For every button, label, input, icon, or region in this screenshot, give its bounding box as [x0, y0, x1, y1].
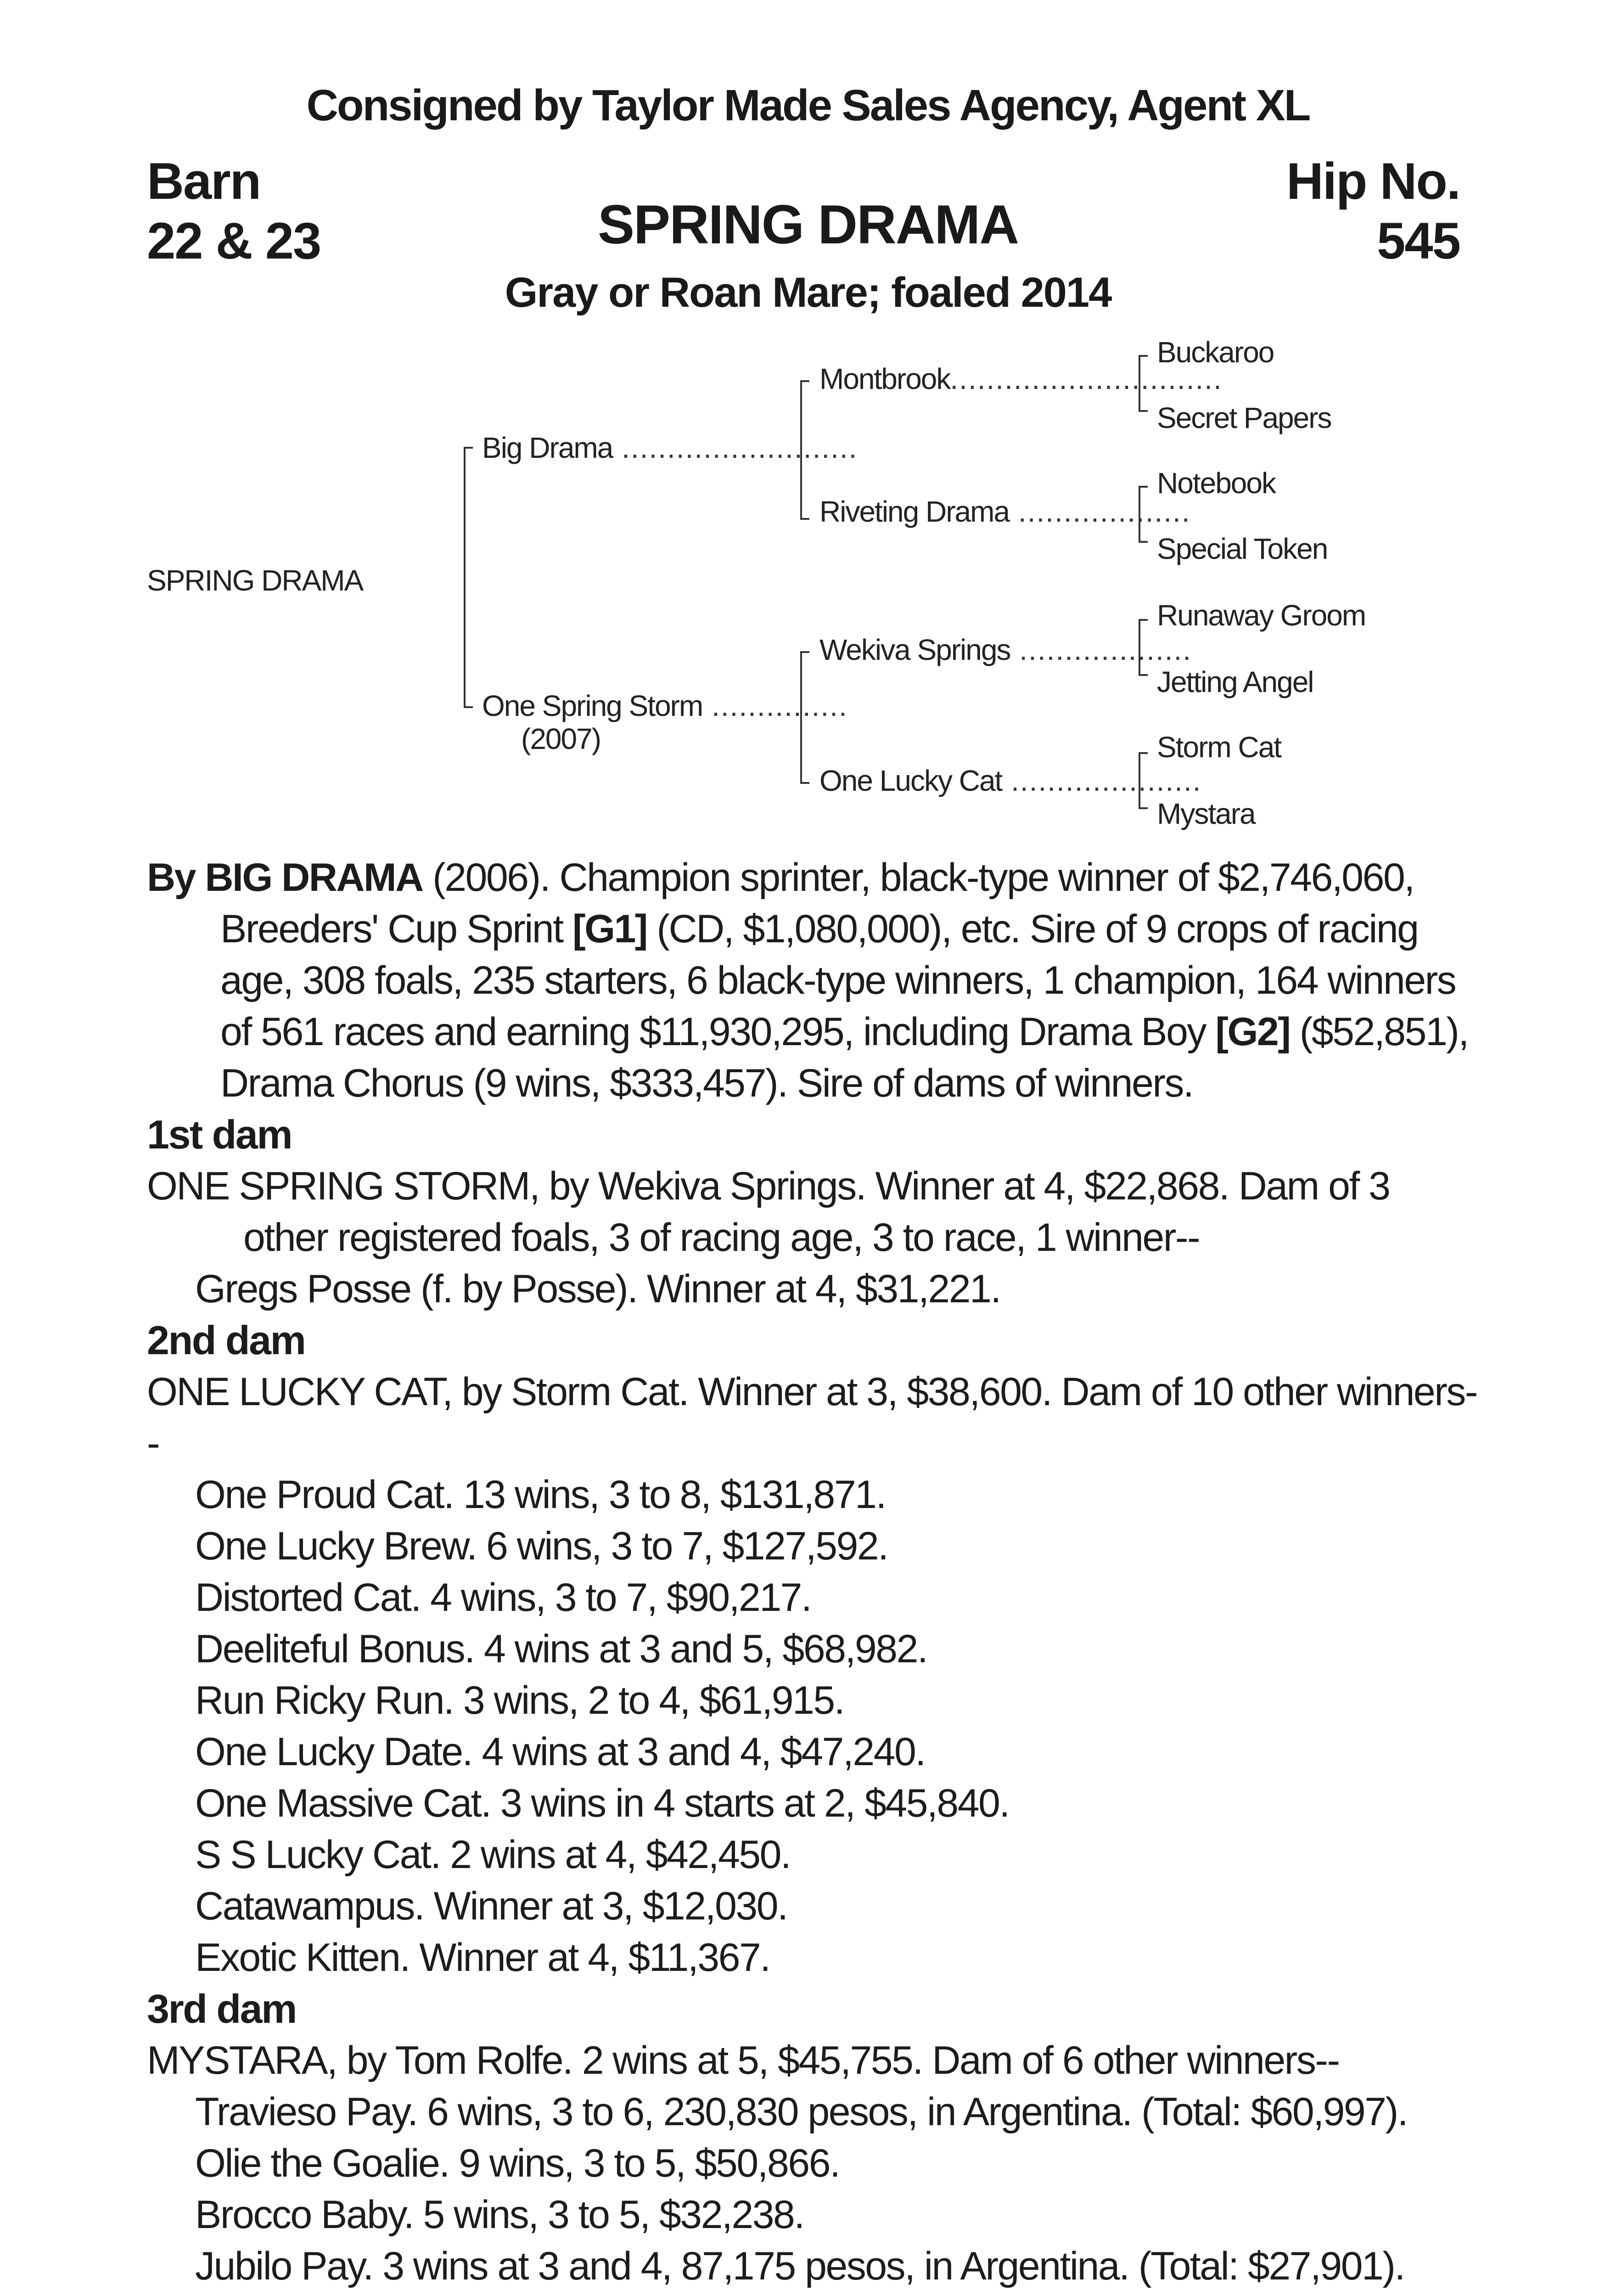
pedigree-dam-dam: One Lucky Cat ..................... [819, 764, 1202, 797]
pedigree-g3-5: Runaway Groom [1157, 599, 1366, 632]
sire-name: BIG DRAMA [205, 855, 423, 900]
third-dam-produce: Olie the Goalie. 9 wins, 3 to 5, $50,866. [195, 2141, 840, 2185]
pedigree-g3-6: Jetting Angel [1157, 665, 1313, 698]
hip-number: 545 [1377, 212, 1460, 270]
pedigree-g3-1: Buckaroo [1157, 336, 1274, 369]
third-dam-produce: Jubilo Pay. 3 wins at 3 and 4, 87,175 pesos, in Argentina. (Total: $27,901). [195, 2244, 1404, 2288]
third-dam-produce: Brocco Baby. 5 wins, 3 to 5, $32,238. [195, 2193, 804, 2237]
third-dam-produce: Travieso Pay. 6 wins, 3 to 6, 230,830 pesos, in Argentina. (Total: $60,997). [195, 2090, 1408, 2134]
pedigree-dam-year: (2007) [521, 722, 600, 755]
pedigree-g3-8: Mystara [1157, 797, 1255, 830]
pedigree-sire-dam-name: Riveting Drama [819, 495, 1010, 528]
hip-label: Hip No. [1286, 152, 1460, 210]
pedigree-sire: Big Drama .......................... [482, 431, 858, 464]
second-dam-heading: 2nd dam [147, 1317, 305, 1363]
pedigree-dam-sire: Wekiva Springs ................... [819, 633, 1192, 666]
pedigree-sire-sire-name: Montbrook [819, 362, 950, 395]
horse-description: Gray or Roan Mare; foaled 2014 [505, 269, 1111, 316]
sire-grade-2: [G2] [1215, 1010, 1290, 1054]
third-dam-text: MYSTARA, by Tom Rolfe. 2 wins at 5, $45,755. Dam of 6 other winners-- [147, 2038, 1339, 2082]
pedigree-g3-4: Special Token [1157, 532, 1328, 565]
pedigree-sire-name: Big Drama [482, 431, 613, 464]
sire-grade-1: [G1] [572, 907, 647, 951]
first-dam-produce: Gregs Posse (f. by Posse). Winner at 4, $31,221. [195, 1267, 1000, 1311]
sire-paragraph [147, 852, 1478, 1109]
consignor-line: Consigned by Taylor Made Sales Agency, Agent XL [306, 81, 1310, 130]
pedigree-dam-sire-name: Wekiva Springs [819, 633, 1010, 666]
pedigree-g3-7: Storm Cat [1157, 731, 1281, 764]
second-dam-produce: One Massive Cat. 3 wins in 4 starts at 2, $45,840. [195, 1781, 1009, 1825]
barn-label: Barn [147, 152, 261, 210]
second-dam-produce: One Proud Cat. 13 wins, 3 to 8, $131,871. [195, 1473, 886, 1517]
sire-by-label: By [147, 855, 205, 900]
first-dam-heading: 1st dam [147, 1112, 292, 1157]
third-dam-heading: 3rd dam [147, 1986, 296, 2032]
pedigree-dam: One Spring Storm ............... [482, 689, 848, 722]
second-dam-text: ONE LUCKY CAT, by Storm Cat. Winner at 3, $38,600. Dam of 10 other winners-- [147, 1370, 1477, 1465]
second-dam-produce: Exotic Kitten. Winner at 4, $11,367. [195, 1936, 770, 1980]
second-dam-produce: One Lucky Brew. 6 wins, 3 to 7, $127,592. [195, 1524, 888, 1568]
pedigree-subject: SPRING DRAMA [147, 564, 363, 597]
pedigree-dam-dam-name: One Lucky Cat [819, 764, 1002, 797]
second-dam-produce: S S Lucky Cat. 2 wins at 4, $42,450. [195, 1833, 791, 1877]
barn-number: 22 & 23 [147, 212, 321, 270]
pedigree-sire-dam: Riveting Drama ................... [819, 495, 1191, 528]
second-dam-produce: Distorted Cat. 4 wins, 3 to 7, $90,217. [195, 1576, 811, 1620]
pedigree-sire-sire: Montbrook.............................. [819, 362, 1223, 395]
second-dam-produce: Deeliteful Bonus. 4 wins at 3 and 5, $68,982. [195, 1627, 927, 1671]
pedigree-g3-2: Secret Papers [1157, 401, 1331, 434]
first-dam-text: ONE SPRING STORM, by Wekiva Springs. Winner at 4, $22,868. Dam of 3 other registered foals, 3 of racing age, 3 to race, 1 winner-- [147, 1164, 1390, 1260]
second-dam-produce: One Lucky Date. 4 wins at 3 and 4, $47,240. [195, 1730, 925, 1774]
sire-text-3: ($52,851), Drama Chorus (9 wins, $333,457). Sire of dams of winners. [220, 1010, 1468, 1105]
sire-text-1: (2006). Champion sprinter, black-type winner of $2,746,060, Breeders' Cup Sprint [220, 855, 1414, 951]
horse-name: SPRING DRAMA [597, 194, 1019, 255]
sire-text-2: (CD, $1,080,000), etc. Sire of 9 crops of racing age, 308 foals, 235 starters, 6 black-type winners, 1 champion, 164 winners of 561 races and earning $11,930,295, including Drama Boy [220, 907, 1456, 1054]
second-dam-produce: Catawampus. Winner at 3, $12,030. [195, 1884, 787, 1928]
catalog-body [147, 852, 1478, 2296]
pedigree-dam-name: One Spring Storm [482, 689, 703, 722]
pedigree-g3-3: Notebook [1157, 467, 1275, 500]
third-dam-produce [147, 2292, 1478, 2296]
second-dam-produce: Run Ricky Run. 3 wins, 2 to 4, $61,915. [195, 1678, 844, 1722]
